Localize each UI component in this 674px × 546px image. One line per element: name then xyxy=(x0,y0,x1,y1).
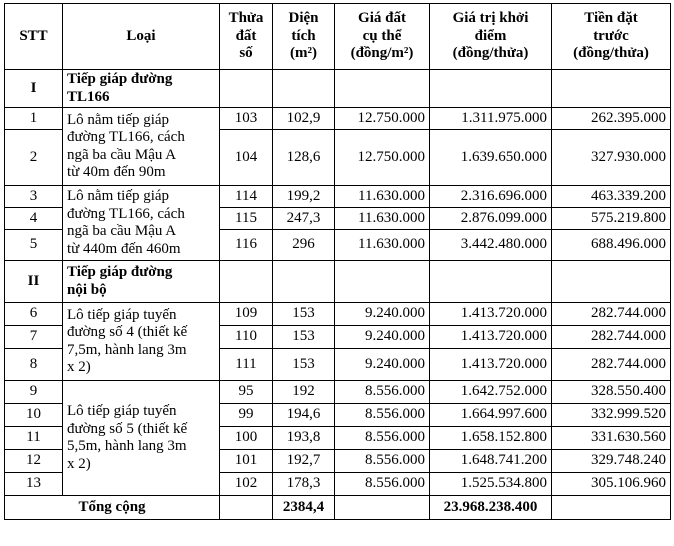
cell-thua: 110 xyxy=(220,326,273,349)
empty-cell xyxy=(220,70,273,108)
cell-stt: 10 xyxy=(5,404,63,427)
total-dien-tich: 2384,4 xyxy=(273,496,335,520)
header-row xyxy=(5,4,671,70)
cell-stt: 6 xyxy=(5,303,63,326)
header-tien-dat-truoc: Tiền đặt trước (đồng/thửa) xyxy=(552,4,671,70)
header-stt: STT xyxy=(5,4,63,70)
cell-dien-tich: 199,2 xyxy=(273,186,335,208)
section-title: Tiếp giáp đường TL166 xyxy=(63,70,220,108)
cell-dien-tich: 192,7 xyxy=(273,450,335,473)
header-loai: Loại xyxy=(63,4,220,70)
cell-dat-truoc: 688.496.000 xyxy=(552,230,671,261)
empty-cell xyxy=(335,261,430,303)
header-gia-dat: Giá đất cụ thể (đồng/m²) xyxy=(335,4,430,70)
cell-gia-dat: 8.556.000 xyxy=(335,427,430,450)
empty-cell xyxy=(273,261,335,303)
cell-dat-truoc: 328.550.400 xyxy=(552,381,671,404)
empty-cell xyxy=(430,261,552,303)
cell-khoi-diem: 2.316.696.000 xyxy=(430,186,552,208)
cell-dat-truoc: 305.106.960 xyxy=(552,473,671,496)
cell-khoi-diem: 1.413.720.000 xyxy=(430,326,552,349)
cell-gia-dat: 9.240.000 xyxy=(335,349,430,381)
cell-khoi-diem: 2.876.099.000 xyxy=(430,208,552,230)
total-khoi-diem: 23.968.238.400 xyxy=(430,496,552,520)
cell-thua: 116 xyxy=(220,230,273,261)
total-label: Tổng cộng xyxy=(5,496,220,520)
cell-loai: Lô tiếp giáp tuyến đường số 5 (thiết kế 5,5m, hành lang 3m x 2) xyxy=(63,381,220,496)
cell-dien-tich: 128,6 xyxy=(273,130,335,186)
cell-dien-tich: 178,3 xyxy=(273,473,335,496)
empty-cell xyxy=(335,496,430,520)
cell-stt: 5 xyxy=(5,230,63,261)
section-number: I xyxy=(5,70,63,108)
cell-gia-dat: 12.750.000 xyxy=(335,108,430,130)
cell-gia-dat: 8.556.000 xyxy=(335,450,430,473)
section-row xyxy=(5,261,671,303)
cell-thua: 114 xyxy=(220,186,273,208)
cell-khoi-diem: 3.442.480.000 xyxy=(430,230,552,261)
cell-khoi-diem: 1.311.975.000 xyxy=(430,108,552,130)
cell-dat-truoc: 262.395.000 xyxy=(552,108,671,130)
cell-gia-dat: 11.630.000 xyxy=(335,208,430,230)
empty-cell xyxy=(335,70,430,108)
cell-thua: 101 xyxy=(220,450,273,473)
cell-thua: 104 xyxy=(220,130,273,186)
cell-gia-dat: 8.556.000 xyxy=(335,381,430,404)
empty-cell xyxy=(220,496,273,520)
total-row xyxy=(5,496,671,520)
cell-stt: 3 xyxy=(5,186,63,208)
table-row xyxy=(5,186,671,208)
empty-cell xyxy=(220,261,273,303)
table-row xyxy=(5,303,671,326)
cell-gia-dat: 11.630.000 xyxy=(335,186,430,208)
cell-gia-dat: 11.630.000 xyxy=(335,230,430,261)
cell-khoi-diem: 1.642.752.000 xyxy=(430,381,552,404)
cell-stt: 13 xyxy=(5,473,63,496)
cell-dien-tich: 194,6 xyxy=(273,404,335,427)
cell-dat-truoc: 282.744.000 xyxy=(552,349,671,381)
header-gia-tri-khoi-diem: Giá trị khởi điểm (đồng/thửa) xyxy=(430,4,552,70)
empty-cell xyxy=(430,70,552,108)
cell-dat-truoc: 575.219.800 xyxy=(552,208,671,230)
empty-cell xyxy=(552,261,671,303)
cell-dien-tich: 153 xyxy=(273,303,335,326)
cell-loai: Lô tiếp giáp tuyến đường số 4 (thiết kế 7,5m, hành lang 3m x 2) xyxy=(63,303,220,381)
header-thua-dat-so: Thửa đất số xyxy=(220,4,273,70)
cell-dat-truoc: 329.748.240 xyxy=(552,450,671,473)
cell-stt: 11 xyxy=(5,427,63,450)
land-auction-table xyxy=(4,3,671,520)
cell-stt: 12 xyxy=(5,450,63,473)
cell-thua: 95 xyxy=(220,381,273,404)
cell-dat-truoc: 331.630.560 xyxy=(552,427,671,450)
cell-khoi-diem: 1.664.997.600 xyxy=(430,404,552,427)
table-row xyxy=(5,108,671,130)
table-row xyxy=(5,381,671,404)
cell-gia-dat: 9.240.000 xyxy=(335,326,430,349)
cell-stt: 8 xyxy=(5,349,63,381)
cell-gia-dat: 8.556.000 xyxy=(335,473,430,496)
header-dien-tich: Diện tích (m²) xyxy=(273,4,335,70)
cell-dien-tich: 102,9 xyxy=(273,108,335,130)
cell-dien-tich: 153 xyxy=(273,349,335,381)
cell-thua: 111 xyxy=(220,349,273,381)
cell-gia-dat: 12.750.000 xyxy=(335,130,430,186)
empty-cell xyxy=(552,70,671,108)
cell-thua: 115 xyxy=(220,208,273,230)
cell-thua: 100 xyxy=(220,427,273,450)
cell-gia-dat: 8.556.000 xyxy=(335,404,430,427)
section-title: Tiếp giáp đường nội bộ xyxy=(63,261,220,303)
cell-gia-dat: 9.240.000 xyxy=(335,303,430,326)
cell-loai: Lô nằm tiếp giáp đường TL166, cách ngã ba cầu Mậu A từ 40m đến 90m xyxy=(63,108,220,186)
cell-thua: 103 xyxy=(220,108,273,130)
cell-dien-tich: 192 xyxy=(273,381,335,404)
cell-khoi-diem: 1.525.534.800 xyxy=(430,473,552,496)
cell-thua: 99 xyxy=(220,404,273,427)
cell-dat-truoc: 282.744.000 xyxy=(552,326,671,349)
cell-stt: 4 xyxy=(5,208,63,230)
cell-stt: 9 xyxy=(5,381,63,404)
cell-stt: 2 xyxy=(5,130,63,186)
cell-khoi-diem: 1.658.152.800 xyxy=(430,427,552,450)
cell-khoi-diem: 1.413.720.000 xyxy=(430,349,552,381)
empty-cell xyxy=(273,70,335,108)
cell-loai: Lô nằm tiếp giáp đường TL166, cách ngã ba cầu Mậu A từ 440m đến 460m xyxy=(63,186,220,261)
cell-dien-tich: 193,8 xyxy=(273,427,335,450)
cell-dat-truoc: 463.339.200 xyxy=(552,186,671,208)
cell-dien-tich: 153 xyxy=(273,326,335,349)
cell-thua: 102 xyxy=(220,473,273,496)
cell-dien-tich: 296 xyxy=(273,230,335,261)
cell-thua: 109 xyxy=(220,303,273,326)
cell-khoi-diem: 1.413.720.000 xyxy=(430,303,552,326)
empty-cell xyxy=(552,496,671,520)
cell-dat-truoc: 282.744.000 xyxy=(552,303,671,326)
cell-stt: 7 xyxy=(5,326,63,349)
section-row xyxy=(5,70,671,108)
cell-khoi-diem: 1.639.650.000 xyxy=(430,130,552,186)
cell-dien-tich: 247,3 xyxy=(273,208,335,230)
cell-dat-truoc: 327.930.000 xyxy=(552,130,671,186)
cell-stt: 1 xyxy=(5,108,63,130)
cell-khoi-diem: 1.648.741.200 xyxy=(430,450,552,473)
section-number: II xyxy=(5,261,63,303)
cell-dat-truoc: 332.999.520 xyxy=(552,404,671,427)
